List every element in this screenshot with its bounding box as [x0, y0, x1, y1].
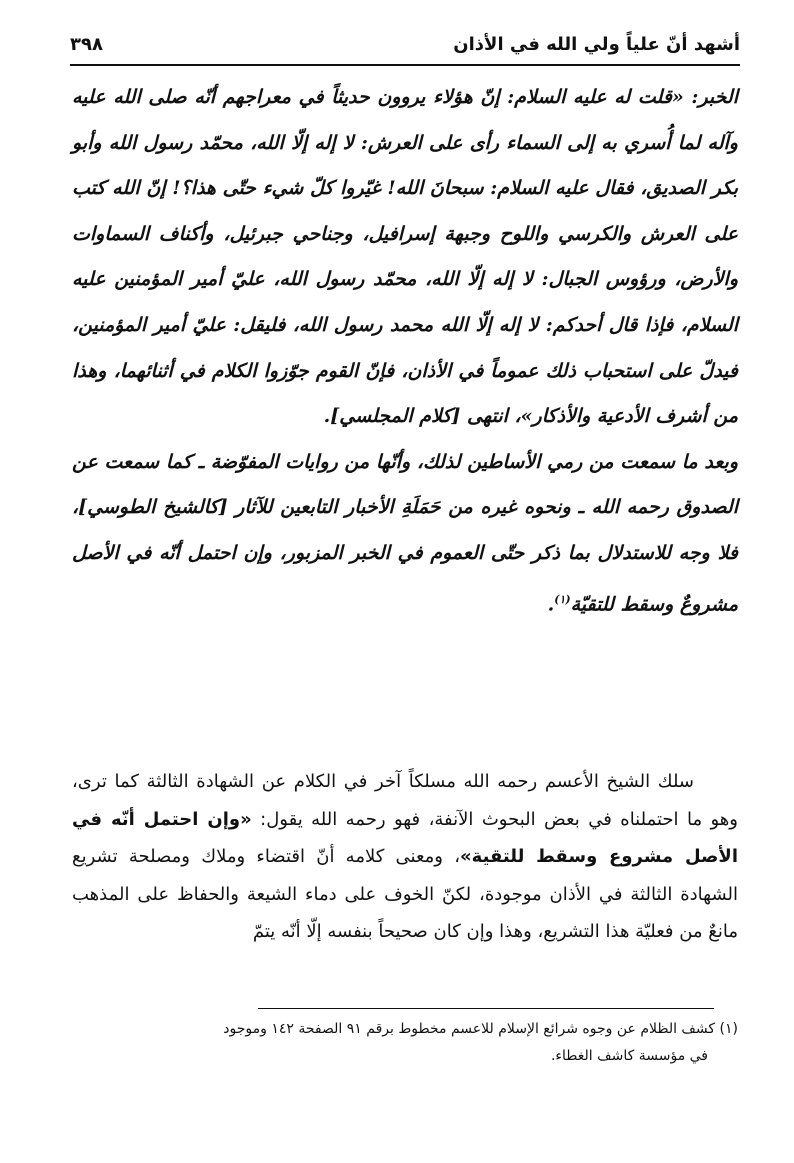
quote-paragraph-1: الخبر: «قلت له عليه السلام: إنّ هؤلاء يروون حديثاً في معراجهم أنّه صلى الله عليه وآله لما أُسري به إلى السماء رأى على العرش: لا إله إلّا الله، محمّد رسول الله وأبو بكر الصديق، فقال عليه السلام: سبحانَ الله! غيّروا كلّ شيء حتّى هذا؟! إنّ الله كتب على العرش والكرسي واللوح وجبهة إسرافيل، وجناحي جبرئيل، وأكناف السماوات والأرض، ورؤوس الجبال: لا إله إلّا الله، محمّد رسول الله، عليّ أمير المؤمنين عليه السلام، فإذا قال أحدكم: لا إله إلّا الله محمد رسول الله، فليقل: عليّ أمير المؤمنين، فيدلّ على استحباب ذلك عموماً في الأذان، فإنّ القوم جوّزوا الكلام في أثنائهما، وهذا من أشرف الأدعية والأذكار»، انتهى [كلام المجلسي]. — [72, 86, 738, 428]
body-text-part-2: ، ومعنى كلامه أنّ اقتضاء وملاك ومصلحة تشريع الشهادة الثالثة في الأذان موجودة، لكنّ الخوف على دماء الشيعة والحفاظ على المذهب مانعٌ من فعليّة هذا التشريع، وهذا وإن كان صحيحاً بنفسه إلّا أنّه يتمّ — [72, 846, 738, 943]
page-number: ٣٩٨ — [70, 34, 103, 55]
quote-end-mark: . — [547, 592, 555, 615]
header-title: أشهد أنّ علياً ولي الله في الأذان — [453, 34, 740, 55]
footnote-line-1: (١) كشف الظلام عن وجوه شرائع الإسلام للاعسم مخطوط برقم ٩١ الصفحة ١٤٢ وموجود — [223, 1021, 738, 1037]
body-text-part-1: سلك الشيخ الأعسم رحمه الله مسلكاً آخر في الكلام عن الشهادة الثالثة كما ترى، وهو ما احتملناه في بعض البحوث الآنفة، فهو رحمه الله يقول: — [72, 771, 738, 830]
quoted-passage — [72, 75, 738, 627]
quote-paragraph-2 — [72, 440, 738, 628]
running-header — [70, 28, 740, 64]
body-paragraph — [72, 763, 738, 951]
header-divider — [70, 64, 740, 66]
footnote-divider — [258, 1008, 714, 1009]
body-emphasis: «وإن احتمل أنّه في الأصل مشروع وسقط للتقية» — [72, 808, 738, 868]
footnote-reference[interactable]: (١) — [554, 592, 571, 606]
footnote — [72, 1016, 738, 1070]
footnote-line-2: في مؤسسة كاشف الغطاء. — [550, 1048, 708, 1064]
body-text — [72, 763, 738, 951]
quote-continuation: وبعد ما سمعت من رمي الأساطين لذلك، وأنّها من روايات المفوّضة ـ كما سمعت عن الصدوق رحمه الله ـ ونحوه غيره من حَمَلَةِ الأخبار التابعين للآثار [كالشيخ الطوسي]، فلا وجه للاستدلال بما ذكر حتّى العموم في الخبر المزبور، وإن احتمل أنّه في الأصل مشروعٌ وسقط للتقيّة — [72, 450, 738, 615]
